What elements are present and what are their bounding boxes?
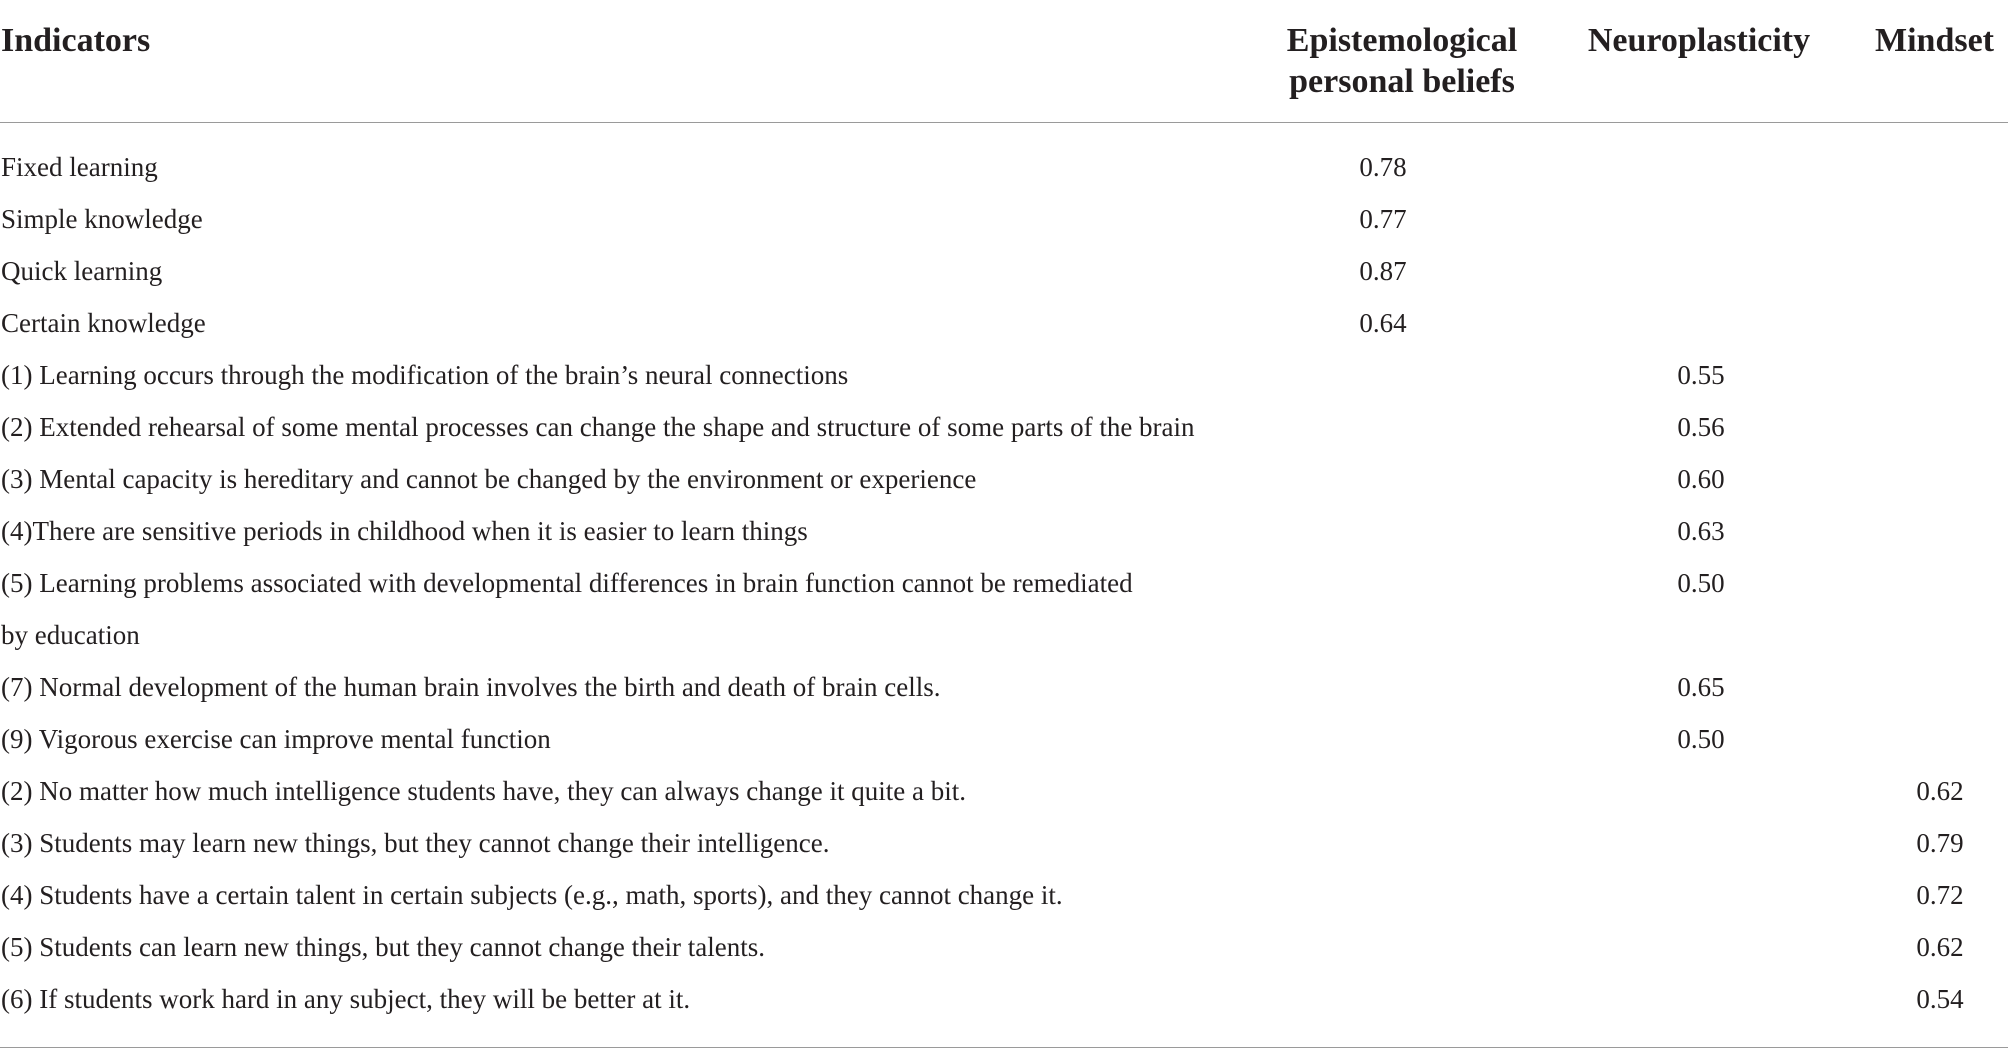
table-row bbox=[0, 401, 2008, 453]
epistemological-loading-cell bbox=[1258, 349, 1546, 401]
header-row bbox=[0, 0, 2008, 123]
neuroplasticity-loading-cell: 0.50 bbox=[1677, 724, 1725, 754]
indicator-cell: (6) If students work hard in any subject, they will be better at it. bbox=[0, 973, 1258, 1048]
mindset-loading-cell bbox=[1852, 557, 2008, 609]
neuroplasticity-loading-cell: 0.56 bbox=[1677, 412, 1725, 442]
indicator-cell: (2) No matter how much intelligence students have, they can always change it quite a bit. bbox=[1, 776, 966, 806]
mindset-loading-cell bbox=[1852, 401, 2008, 453]
table-row bbox=[0, 123, 2008, 194]
mindset-loading-cell: 0.72 bbox=[1916, 880, 1964, 910]
table-row bbox=[0, 765, 2008, 817]
epistemological-loading-cell bbox=[1258, 609, 1546, 661]
header-indicators: Indicators bbox=[0, 0, 1258, 123]
indicator-cell: (3) Mental capacity is hereditary and cannot be changed by the environment or experience bbox=[1, 464, 977, 494]
indicator-cell: (1) Learning occurs through the modification of the brain’s neural connections bbox=[1, 360, 849, 390]
epistemological-loading-cell bbox=[1258, 661, 1546, 713]
epistemological-loading-cell bbox=[1258, 557, 1546, 609]
mindset-loading-cell bbox=[1852, 661, 2008, 713]
epistemological-loading-cell bbox=[1258, 453, 1546, 505]
indicator-cell: (4) Students have a certain talent in certain subjects (e.g., math, sports), and they cannot change it. bbox=[1, 880, 1063, 910]
mindset-loading-cell bbox=[1852, 193, 2008, 245]
mindset-loading-cell bbox=[1852, 713, 2008, 765]
epistemological-loading-cell bbox=[1258, 973, 1546, 1048]
mindset-loading-cell bbox=[1852, 505, 2008, 557]
epistemological-loading-cell bbox=[1258, 505, 1546, 557]
indicator-cell: (2) Extended rehearsal of some mental processes can change the shape and structure of some parts of the brain bbox=[1, 412, 1195, 442]
epistemological-loading-cell: 0.64 bbox=[1359, 308, 1407, 338]
neuroplasticity-loading-cell bbox=[1546, 245, 1852, 297]
neuroplasticity-loading-cell bbox=[1546, 297, 1852, 349]
table-row bbox=[0, 713, 2008, 765]
epistemological-loading-cell: 0.87 bbox=[1359, 256, 1407, 286]
table-row bbox=[0, 245, 2008, 297]
epistemological-loading-cell bbox=[1258, 921, 1546, 973]
indicator-cell: (7) Normal development of the human brain involves the birth and death of brain cells. bbox=[1, 672, 941, 702]
mindset-loading-cell: 0.62 bbox=[1916, 776, 1964, 806]
neuroplasticity-loading-cell bbox=[1546, 765, 1852, 817]
neuroplasticity-loading-cell bbox=[1546, 869, 1852, 921]
table-row bbox=[0, 297, 2008, 349]
indicator-cell: by education bbox=[1, 620, 140, 650]
mindset-loading-cell bbox=[1852, 609, 2008, 661]
neuroplasticity-loading-cell bbox=[1546, 123, 1852, 194]
table-row bbox=[0, 921, 2008, 973]
epistemological-loading-cell bbox=[1258, 765, 1546, 817]
header-mindset: Mindset bbox=[1852, 0, 2008, 123]
table-row bbox=[0, 349, 2008, 401]
neuroplasticity-loading-cell: 0.65 bbox=[1677, 672, 1725, 702]
table-row bbox=[0, 453, 2008, 505]
neuroplasticity-loading-cell bbox=[1546, 609, 1852, 661]
indicator-cell: (4)There are sensitive periods in childhood when it is easier to learn things bbox=[1, 516, 808, 546]
table-row bbox=[0, 973, 2008, 1048]
mindset-loading-cell bbox=[1852, 245, 2008, 297]
header-neuroplasticity: Neuroplasticity bbox=[1546, 0, 1852, 123]
table-row bbox=[0, 661, 2008, 713]
mindset-loading-cell bbox=[1852, 349, 2008, 401]
neuroplasticity-loading-cell: 0.60 bbox=[1677, 464, 1725, 494]
neuroplasticity-loading-cell: 0.63 bbox=[1677, 516, 1725, 546]
table-body bbox=[0, 123, 2008, 1048]
table-row bbox=[0, 505, 2008, 557]
neuroplasticity-loading-cell bbox=[1546, 817, 1852, 869]
epistemological-loading-cell bbox=[1258, 401, 1546, 453]
epistemological-loading-cell bbox=[1258, 869, 1546, 921]
epistemological-loading-cell bbox=[1258, 713, 1546, 765]
table-row bbox=[0, 609, 2008, 661]
indicator-cell: (5) Learning problems associated with developmental differences in brain function cannot be remediated bbox=[1, 568, 1133, 598]
neuroplasticity-loading-cell bbox=[1546, 193, 1852, 245]
table-header bbox=[0, 0, 2008, 123]
mindset-loading-cell: 0.54 bbox=[1852, 973, 2008, 1048]
mindset-loading-cell bbox=[1852, 123, 2008, 194]
table-row bbox=[0, 193, 2008, 245]
indicator-cell: (5) Students can learn new things, but they cannot change their talents. bbox=[1, 932, 766, 962]
table-row bbox=[0, 557, 2008, 609]
epistemological-loading-cell: 0.77 bbox=[1359, 204, 1407, 234]
header-epistemological-personal-beliefs: Epistemological personal beliefs bbox=[1258, 0, 1546, 123]
indicator-cell: Fixed learning bbox=[1, 152, 158, 182]
indicator-cell: (3) Students may learn new things, but they cannot change their intelligence. bbox=[1, 828, 830, 858]
indicator-cell: Certain knowledge bbox=[1, 308, 206, 338]
epistemological-loading-cell bbox=[1258, 817, 1546, 869]
mindset-loading-cell bbox=[1852, 453, 2008, 505]
neuroplasticity-loading-cell bbox=[1546, 921, 1852, 973]
indicator-cell: (9) Vigorous exercise can improve mental function bbox=[1, 724, 551, 754]
neuroplasticity-loading-cell: 0.50 bbox=[1677, 568, 1725, 598]
mindset-loading-cell bbox=[1852, 297, 2008, 349]
mindset-loading-cell: 0.62 bbox=[1916, 932, 1964, 962]
neuroplasticity-loading-cell bbox=[1546, 973, 1852, 1048]
table-row bbox=[0, 869, 2008, 921]
indicator-cell: Simple knowledge bbox=[1, 204, 203, 234]
mindset-loading-cell: 0.79 bbox=[1916, 828, 1964, 858]
neuroplasticity-loading-cell: 0.55 bbox=[1677, 360, 1725, 390]
indicator-cell: Quick learning bbox=[1, 256, 163, 286]
table-row bbox=[0, 817, 2008, 869]
epistemological-loading-cell: 0.78 bbox=[1359, 152, 1407, 182]
